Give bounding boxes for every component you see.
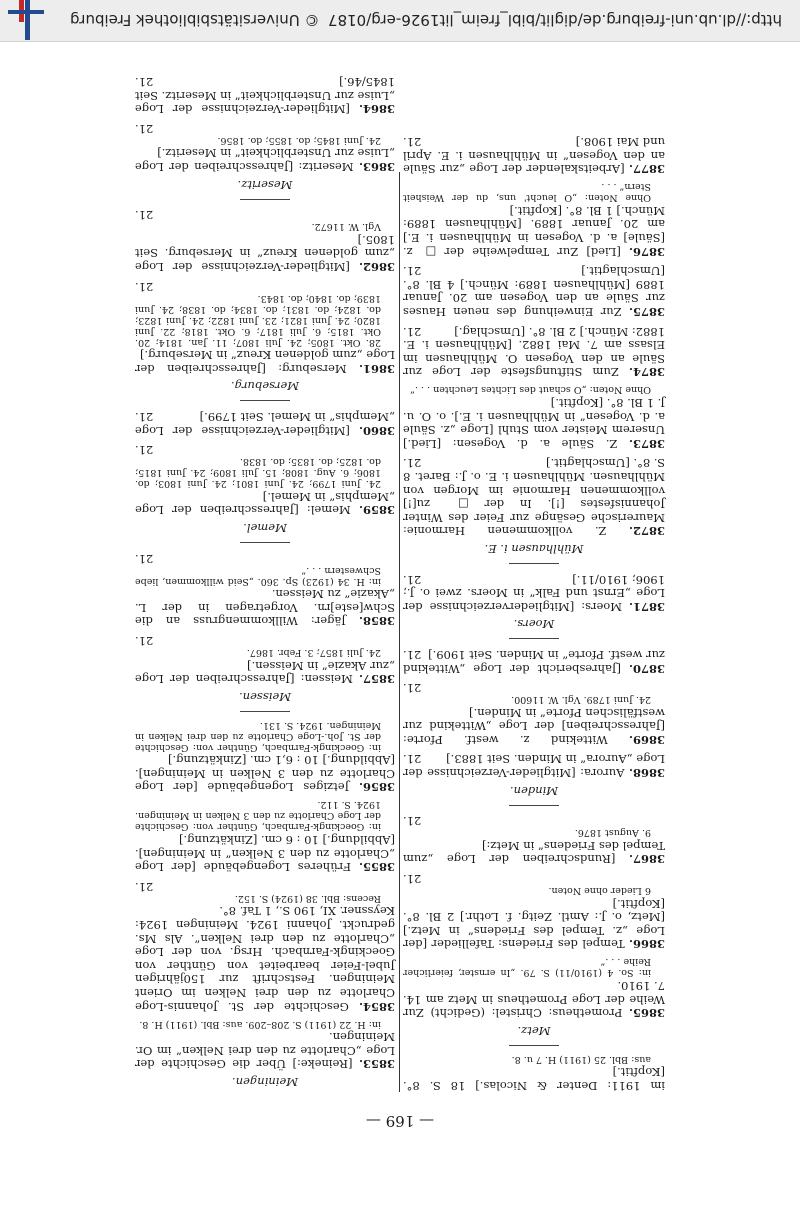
catalog-entry bbox=[135, 279, 395, 375]
page-number: — 169 — bbox=[365, 1112, 435, 1130]
catalog-entry bbox=[403, 681, 665, 746]
entry-note: in: So. 4 (1910/11) S. 79. „In ernster, feierlicher Reihe . . .“ bbox=[403, 956, 651, 979]
entry-note: Ohne Noten: „O leucht' uns, du der Weisheit Stern“ . . . bbox=[403, 181, 651, 204]
column-divider bbox=[399, 172, 400, 1092]
entry-text: [Reineke:] Über die Geschichte der Loge „Charlotte zu den drei Nelken“ im Or. Meiningen. bbox=[135, 1030, 395, 1072]
catalog-entry bbox=[403, 647, 665, 674]
entry-text: Z. Säule a. d. Vogesen: [Lied.] Unserem Meister vom Stuhl [Loge „z. Säule a. d. Vogesen“ in Mühlhausen i. E.]. o. O. u. J. 1 Bl. 8°. [Kopftit.] bbox=[403, 396, 665, 451]
entry-text: Prometheus: Christel: (Gedicht) Zur Weihe der Loge Prometheus in Metz am 14. 7. 1910. bbox=[402, 979, 665, 1021]
section-heading: Metz. bbox=[517, 1023, 551, 1038]
entry-number: 3863. bbox=[358, 160, 395, 175]
catalog-entry bbox=[135, 208, 395, 273]
entry-number: 3875. bbox=[628, 305, 665, 320]
catalog-entry bbox=[135, 551, 395, 627]
copyright-notice: © Universitätsbibliothek Freiburg bbox=[70, 11, 320, 29]
section-rule bbox=[240, 542, 290, 543]
section-heading: Meiningen. bbox=[232, 1075, 298, 1089]
entry-text: Meissen: [Jahresschreiben der Loge „zur Akazie“ in Meissen.] bbox=[134, 658, 395, 687]
right-column bbox=[135, 69, 395, 1093]
entry-text: Zum Stiftungsfeste der Loge zur Säule an den Vogesen O. Mühlhausen im Elsass am 7. Mai 1882. [Mühlhausen i. E. 1882: Münch.] 2 Bl. 8°. [Umschlag.] bbox=[402, 324, 665, 380]
catalog-entry bbox=[403, 1054, 665, 1092]
entry-number: 3876. bbox=[628, 244, 665, 259]
entry-number: 3858. bbox=[358, 614, 395, 629]
entry-number: 3853. bbox=[358, 1057, 395, 1072]
catalog-entry bbox=[135, 121, 395, 173]
catalog-entry bbox=[135, 800, 395, 874]
page-url[interactable]: http://dl.ub.uni-freiburg.de/diglit/bibl_freim_lit1926-erg/0187 bbox=[327, 11, 782, 29]
catalog-entry bbox=[135, 1019, 395, 1071]
entry-number: 3869. bbox=[628, 732, 665, 747]
catalog-entry bbox=[403, 264, 665, 318]
catalog-entry bbox=[403, 324, 665, 378]
section-rule bbox=[509, 805, 559, 806]
section-rule bbox=[240, 199, 290, 200]
entry-number: 3873. bbox=[628, 436, 665, 451]
entry-text: [Mitglieder-Verzeichnisse der Loge „Memphis“ in Memel. Seit 1799.] bbox=[134, 410, 395, 438]
entry-price: 21. bbox=[135, 279, 154, 294]
section-heading: Moers. bbox=[513, 617, 555, 632]
entry-text: Moers: [Mitgliederverzeichnisse der Loge „Ernst und Falk“ in Moers. zwei o. J.; 1906; 1910/11.] bbox=[403, 572, 665, 614]
catalog-entry bbox=[403, 871, 665, 950]
entry-price: 21. bbox=[403, 135, 422, 150]
entry-text: [Rundschreiben der Loge „zum Tempel des Friedens“ in Metz:] bbox=[402, 838, 665, 867]
entry-note: 6 Lieder ohne Noten. bbox=[548, 885, 651, 897]
entry-note: Ohne Noten: „O schaut des Lichtes Leuchten . . .“ bbox=[410, 384, 651, 396]
entry-price: 21. bbox=[135, 121, 154, 136]
catalog-entry bbox=[135, 879, 395, 1012]
catalog-entry bbox=[403, 572, 665, 613]
entry-note: 9. August 1876. bbox=[574, 827, 651, 839]
entry-number: 3855. bbox=[358, 860, 395, 875]
entry-number: 3872. bbox=[628, 524, 665, 539]
entry-number: 3861. bbox=[358, 361, 395, 376]
entry-number: 3867. bbox=[628, 852, 665, 867]
entry-price: 21. bbox=[403, 814, 422, 829]
section-heading: Mühlhausen i. E. bbox=[484, 541, 584, 556]
url-bar bbox=[0, 0, 800, 42]
entry-note: 24. Juni 1799; 24. Juni 1801; 24. Juni 1803; do. 1806; 6. Aug. 1808; 15. Juli 1809; 24. Juni 1815; do. 1825; do. 1835; do. 1838. bbox=[135, 456, 381, 490]
entry-price: 21. bbox=[135, 551, 154, 566]
entry-price: 21. bbox=[403, 264, 422, 279]
entry-number: 3870. bbox=[628, 661, 665, 676]
catalog-entry bbox=[403, 956, 665, 1019]
section-heading: Meseritz. bbox=[237, 177, 293, 192]
entry-note: aus: Bbl. 25 (1911) H. 7 u. 8. bbox=[511, 1053, 651, 1065]
entry-number: 3859. bbox=[358, 503, 395, 518]
entry-price: 21. bbox=[135, 879, 154, 894]
entry-price: 21. bbox=[135, 633, 154, 648]
section-heading: Memel. bbox=[243, 520, 287, 535]
entry-text: Zur Einweihung des neuen Hauses zur Säule an den Vogesen am 20. Januar 1889 [Mühlhausen 1889: Münch.] 4 Bl. 8°. [Umschlagtit.] bbox=[403, 264, 665, 320]
entry-number: 3871. bbox=[628, 599, 665, 614]
entry-number: 3874. bbox=[628, 365, 665, 380]
entry-note: in: Goeckingk-Farnbach, Günther von: Geschichte der Loge Charlotte zu den 3 Nelken in Meiningen. 1924. S. 112. bbox=[135, 799, 381, 833]
entry-note: in: H. 22 (1911) S. 208–209. aus: Bbl. (1911) H. 8. bbox=[139, 1018, 381, 1030]
entry-text: Memel: [Jahresschreiben der Loge „Memphis“ in Memel.] bbox=[135, 489, 395, 518]
entry-number: 3854. bbox=[358, 999, 395, 1014]
entry-text: Jetziges Logengebäude [der Loge Charlotte zu den 3 Nelken in Meiningen]. [Abbildung.] 10 : 6,1 cm. [Zinkätzung.] bbox=[134, 753, 395, 795]
catalog-entry bbox=[403, 181, 665, 257]
catalog-entry bbox=[403, 814, 665, 866]
entry-note: 24. Juli 1857; 3. Febr. 1867. bbox=[246, 646, 381, 658]
entry-number: 3862. bbox=[358, 260, 395, 275]
entry-note: in: H. 34 (1923) Sp. 360. „Seid willkommen, liebe Schwestern . . .“ bbox=[135, 564, 381, 587]
entry-price: 21. bbox=[403, 647, 422, 662]
entry-price: 21. bbox=[403, 872, 422, 887]
entry-text: [Mitglieder-Verzeichnisse der Loge „zum goldenen Kreuz“ in Merseburg. Seit 1805.] bbox=[134, 232, 395, 275]
entry-number: 3877. bbox=[628, 162, 665, 177]
entry-text: Früheres Logengebäude [der Loge „Charlotte zu den 3 Nelken“ in Meiningen]. [Abbildung.] 10 : 6 cm. [Zinkätzung.] bbox=[135, 833, 395, 875]
entry-number: 3860. bbox=[358, 423, 395, 438]
section-rule bbox=[240, 400, 290, 401]
entry-note: 28. Okt. 1805; 24. Juli 1807; 11. Jan. 1814; 20. Okt. 1815; 6. Juli 1817; 6. Okt. 1818; 22. Juni 1820; 24. Juni 1821; 23. Juni 1822; 24. Juni 1823; do. 1824; do. 1831; do. 1834; do. 1838; 24. Juni 1839; do. 1840; do. 1843. bbox=[135, 292, 381, 348]
section-rule bbox=[509, 1045, 559, 1046]
entry-text: Z. vollkommenen Harmonie: Maurerische Gesänge zur Feier des Winter Johannisfestes [!]. In der □ zu[!] vollkommenen Harmonie im Morgen von Mühlhausen. Mühlhausen i. E. o. J.: Baret. 8 S. 8°. [Umschlagtit.] bbox=[402, 456, 665, 539]
entry-price: 21. bbox=[135, 410, 154, 424]
entry-price: 21. bbox=[403, 324, 422, 339]
entry-number: 3864. bbox=[358, 102, 395, 117]
catalog-entry bbox=[403, 135, 665, 176]
entry-text: Wittekind z. westf. Pforte: [Jahresschreiben] der Loge „Wittekind zur westfälischen Pforte“ in Minden.] bbox=[403, 705, 665, 747]
section-heading: Merseburg. bbox=[230, 379, 300, 394]
entry-text: [Mitglieder-Verzeichnisse der Loge „Luise zur Unsterblichkeit“ in Meseritz. Seit 1845/46.] bbox=[134, 75, 395, 117]
entry-number: 3865. bbox=[628, 1006, 665, 1021]
entry-price: 21. bbox=[403, 456, 422, 471]
catalog-entry bbox=[135, 443, 395, 517]
entry-price: 21. bbox=[403, 752, 422, 767]
entry-price: 21. bbox=[135, 443, 154, 458]
entry-note: Recens: Bbl. 38 (1924) S. 152. bbox=[234, 892, 381, 904]
catalog-entry bbox=[135, 409, 395, 436]
entry-price: 21. bbox=[135, 75, 154, 90]
entry-text: Geschichte der St. Johannis-Loge Charlotte zu den drei Nelken im Orient Meiningen. Festschrift zur 150jährigen Jubel-Feier bearbeitet von Günther von Goeckingk-Farnbach. Hrsg. von der Loge „Charlotte zu den drei Nelken“. Als Ms. gedruckt. Johanni 1924. Meiningen 1924: Keyssner. XI, 190 S., 1 Taf. 8°. bbox=[135, 904, 395, 1014]
entry-number: 3856. bbox=[358, 780, 395, 795]
ub-freiburg-logo-icon bbox=[8, 0, 44, 40]
catalog-entry bbox=[403, 384, 665, 449]
entry-price: 21. bbox=[403, 681, 422, 696]
entry-number: 3866. bbox=[628, 937, 665, 952]
entry-number: 3868. bbox=[628, 766, 665, 781]
section-heading: Minden. bbox=[509, 783, 559, 798]
entry-price: 21. bbox=[135, 208, 154, 223]
entry-text: [Arbeitskalender der Loge „zur Säule an den Vogesen“ in Mühlhausen i. E. April und Mai 1908.] bbox=[403, 135, 665, 177]
catalog-entry bbox=[135, 720, 395, 794]
entry-note: 24. Juni 1789. Vgl. W. 11600. bbox=[511, 694, 651, 706]
entry-text: im 1911: Denter & Nicolas.] 18 S. 8°. [Kopftit.] bbox=[403, 1065, 665, 1093]
entry-note: Vgl. W. 11672. bbox=[311, 221, 381, 233]
entry-text: Meseritz: [Jahresschreiben der Loge „Luise zur Unsterblichkeit“ in Meseritz.] bbox=[134, 146, 395, 175]
catalog-entry bbox=[135, 75, 395, 116]
section-heading: Meissen. bbox=[239, 689, 291, 704]
entry-price: 21. bbox=[403, 572, 422, 587]
entry-text: Jäger: Willkommengruss an die Schw[este]rn. Vorgetragen in der L. „Akazie“ zu Meissen. bbox=[135, 587, 395, 629]
catalog-entry bbox=[135, 633, 395, 685]
scanned-page bbox=[0, 44, 800, 1162]
entry-text: [Lied] Zur Tempelweihe der □ z. [Säule] a. d. Vogesen in Mühlhausen i. E.] am 20. Januar 1889. [Mühlhausen 1889: Münch.] 1 Bl. 8°. [Kopftit.] bbox=[403, 203, 665, 259]
catalog-entry bbox=[403, 456, 665, 538]
entry-note: in: Goeckingk-Farnbach, Günther von: Geschichte der St. Joh.-Loge Charlotte zu den drei Nelken in Meiningen. 1924. S. 131. bbox=[135, 719, 381, 753]
section-rule bbox=[509, 563, 559, 564]
entry-note: 24. Juni 1845; do. 1855; do. 1856. bbox=[217, 134, 381, 146]
entry-text: Merseburg: [Jahresschreiben der Loge „zum goldenen Kreuz“ in Merseburg.] bbox=[135, 348, 395, 376]
entry-text: Aurora: [Mitglieder-Verzeichnisse der Loge „Aurora“ in Minden. Seit 1883.] bbox=[403, 752, 665, 781]
section-rule bbox=[509, 638, 559, 639]
left-column bbox=[403, 129, 665, 1092]
section-rule bbox=[240, 711, 290, 712]
entry-number: 3857. bbox=[358, 672, 395, 687]
entry-text: [Jahresbericht der Loge „Wittekind zur westf. Pforte“ in Minden. Seit 1909.] bbox=[402, 647, 665, 676]
catalog-entry bbox=[403, 752, 665, 779]
entry-text: Tempel des Friedens: Tafellieder [der Loge „z. Tempel des Friedens“ in Metz.] [Metz, o. J.: Amtl. Zeitg. f. Lothr.] 2 Bl. 8°. [Kopftit.] bbox=[402, 896, 665, 952]
